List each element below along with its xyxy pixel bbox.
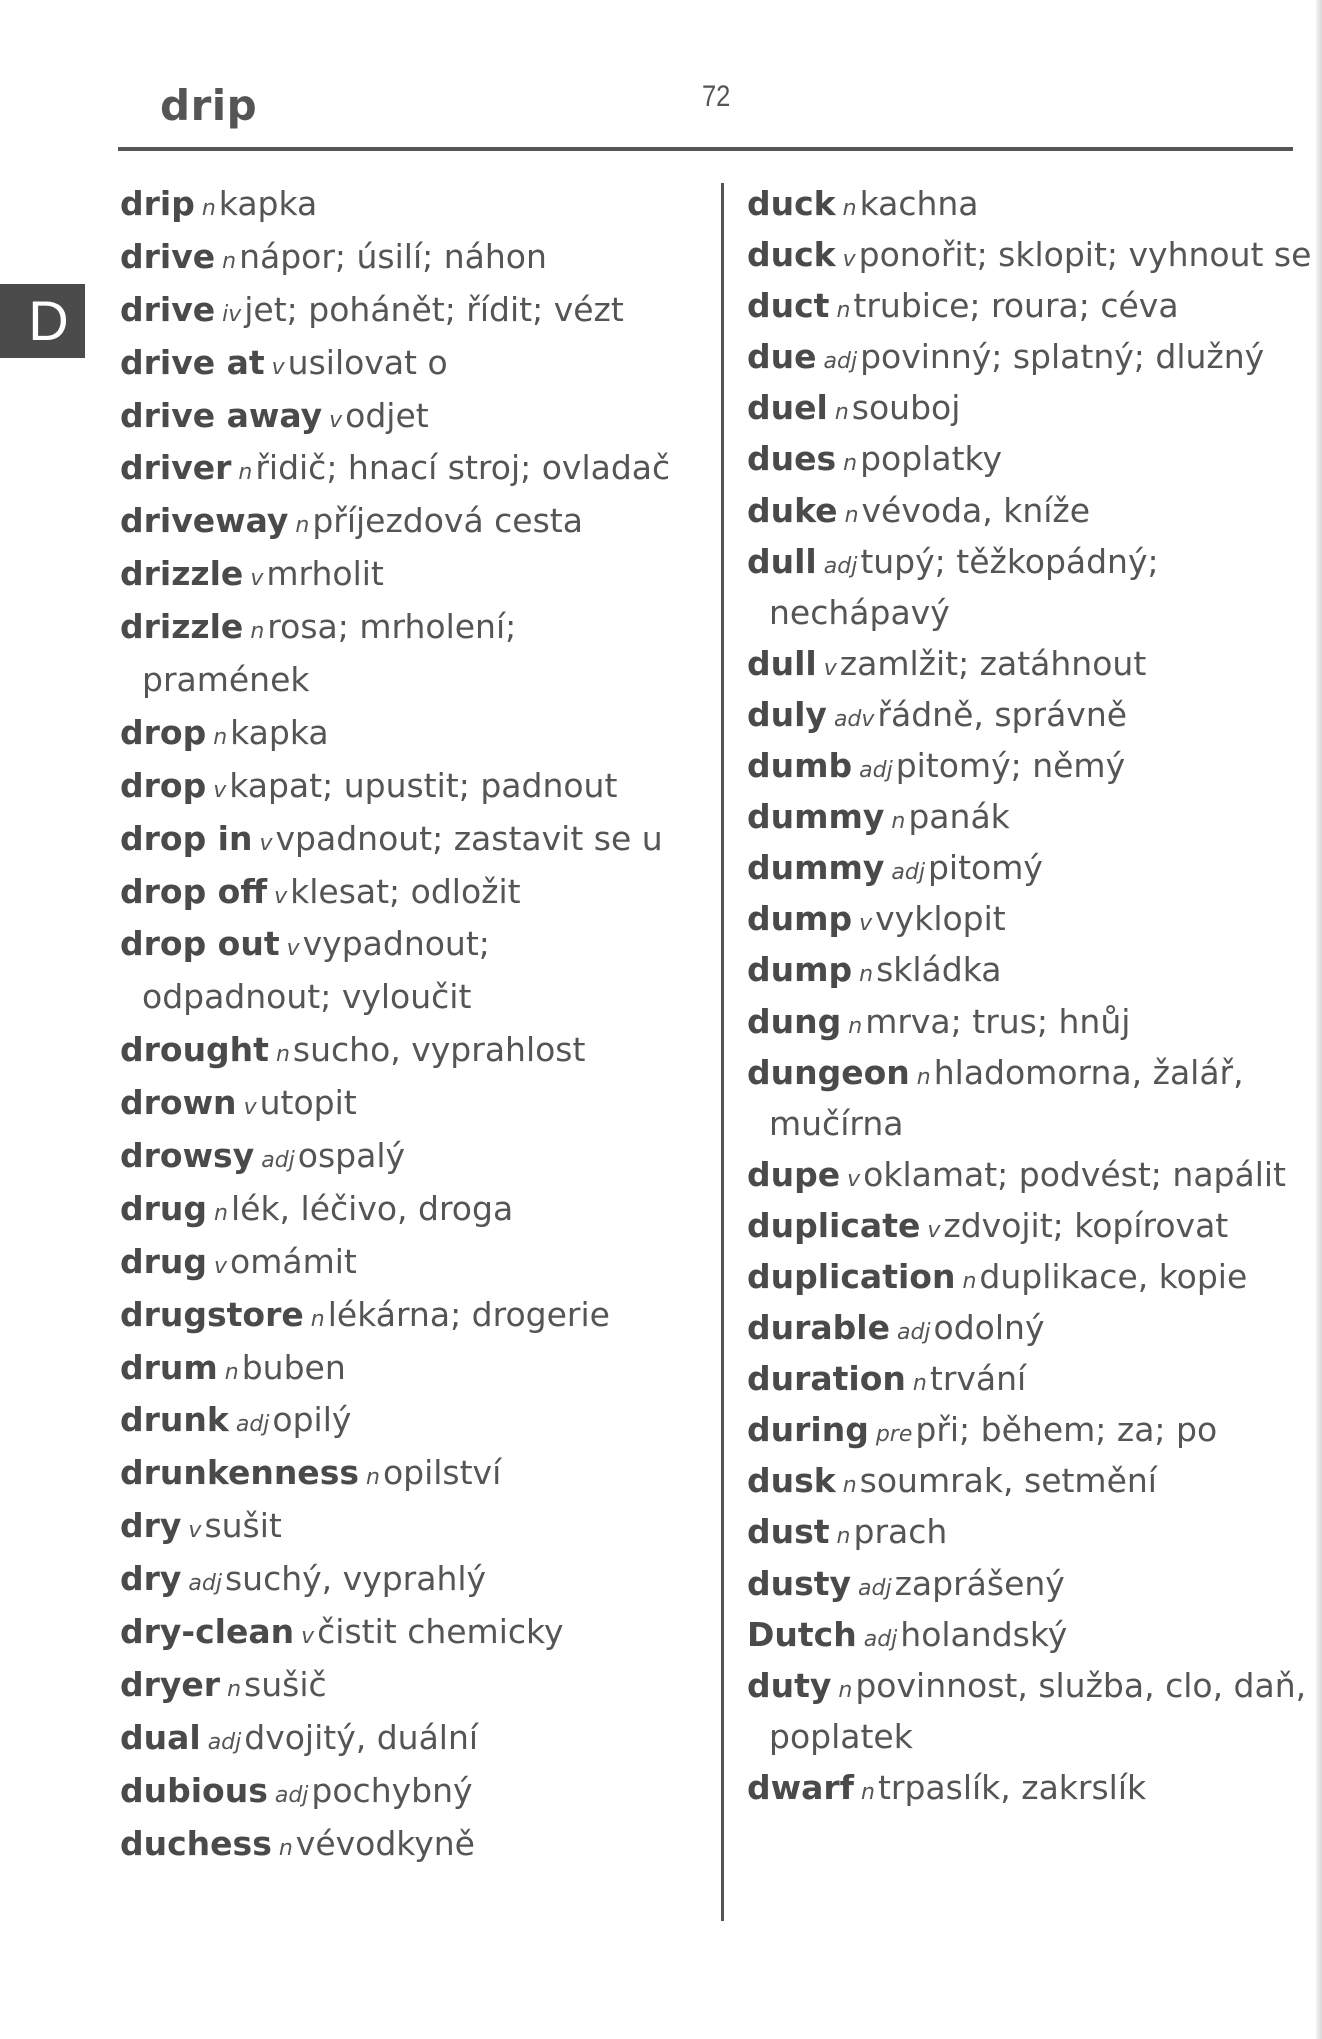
dictionary-entry — [120, 1818, 710, 1871]
headword: dryer — [120, 1664, 221, 1704]
dictionary-entry — [120, 442, 710, 495]
translation: pitomý — [927, 848, 1043, 888]
headword: dungeon — [747, 1052, 910, 1092]
part-of-speech: v — [271, 354, 285, 380]
translation-continuation: pramének — [142, 660, 310, 700]
dictionary-entry — [747, 638, 1317, 689]
headword: due — [747, 337, 817, 377]
part-of-speech: v — [927, 1217, 941, 1243]
right-column — [747, 178, 1317, 1813]
headword: driver — [120, 448, 232, 488]
headword: dump — [747, 899, 853, 939]
translation: ponořit; sklopit; vyhnout se — [858, 235, 1312, 275]
translation: lékárna; drogerie — [327, 1294, 610, 1334]
dictionary-entry — [120, 1659, 710, 1712]
headword: drop — [120, 765, 207, 805]
headword: dusk — [747, 1461, 836, 1501]
dictionary-entry — [120, 1500, 710, 1553]
headword: driveway — [120, 501, 289, 541]
translation: povinný; splatný; dlužný — [860, 337, 1265, 377]
part-of-speech: n — [201, 196, 216, 221]
dictionary-entry — [747, 740, 1317, 791]
part-of-speech: adj — [859, 758, 893, 784]
translation: čistit chemicky — [317, 1612, 564, 1652]
headword: drive away — [120, 395, 323, 435]
dictionary-entry — [120, 495, 710, 548]
running-head: drip — [160, 81, 258, 130]
dictionary-entry — [120, 1077, 710, 1130]
translation: klesat; odložit — [290, 871, 521, 911]
headword: drizzle — [120, 607, 244, 647]
translation: povinnost, služba, clo, daň, — [855, 1665, 1307, 1705]
dictionary-entry — [120, 1024, 710, 1077]
headword: drip — [120, 184, 195, 223]
part-of-speech: adj — [891, 860, 925, 886]
dictionary-entry — [747, 1302, 1317, 1353]
dictionary-entry — [120, 390, 710, 443]
headword: dump — [747, 950, 853, 990]
part-of-speech: adj — [896, 1320, 931, 1346]
headword: duck — [747, 235, 836, 275]
headword: dust — [747, 1512, 830, 1552]
part-of-speech: adj — [235, 1412, 270, 1438]
translation: usilovat o — [287, 342, 448, 382]
translation: ospalý — [297, 1136, 406, 1176]
headword: drive — [120, 236, 216, 276]
dictionary-entry — [120, 918, 710, 971]
translation: utopit — [259, 1083, 357, 1123]
dictionary-entry — [120, 1712, 710, 1765]
translation-continuation: odpadnout; vyloučit — [142, 977, 472, 1017]
translation: sušič — [244, 1664, 327, 1704]
part-of-speech: adj — [858, 1575, 892, 1601]
dictionary-entry — [747, 536, 1317, 587]
translation: opilství — [382, 1453, 502, 1493]
translation: zdvojit; kopírovat — [943, 1205, 1229, 1245]
headword: duct — [747, 286, 830, 326]
part-of-speech: n — [842, 196, 857, 221]
dictionary-entry — [747, 944, 1317, 995]
part-of-speech: v — [274, 883, 288, 909]
headword: drown — [120, 1083, 237, 1123]
part-of-speech: n — [227, 1676, 242, 1702]
part-of-speech: v — [250, 566, 264, 592]
thumb-tab-letter: D — [28, 289, 69, 352]
header-rule — [118, 147, 1293, 151]
translation: vyklopit — [875, 899, 1006, 939]
dictionary-entry — [120, 284, 710, 337]
translation: suchý, vyprahlý — [224, 1559, 487, 1599]
translation: vypadnout; — [302, 924, 490, 964]
part-of-speech: n — [250, 619, 265, 645]
part-of-speech: n — [916, 1064, 931, 1090]
thumb-index-tab — [0, 284, 85, 358]
part-of-speech: v — [823, 655, 837, 681]
part-of-speech: n — [859, 962, 874, 988]
headword: duel — [747, 388, 828, 428]
dictionary-entry — [747, 1251, 1317, 1302]
dictionary-entry — [747, 1149, 1317, 1200]
dictionary-entry — [120, 760, 710, 813]
entry-continuation — [747, 587, 1317, 638]
part-of-speech: v — [859, 911, 873, 937]
part-of-speech: n — [848, 1013, 863, 1039]
translation-continuation: nechápavý — [769, 592, 950, 632]
dictionary-entry — [747, 1404, 1317, 1455]
part-of-speech: n — [836, 1524, 851, 1550]
part-of-speech: v — [188, 1518, 202, 1544]
part-of-speech: v — [842, 247, 856, 273]
dictionary-entry — [747, 280, 1317, 331]
part-of-speech: adj — [823, 553, 858, 579]
headword: duke — [747, 490, 838, 530]
translation: odjet — [345, 395, 429, 435]
dictionary-entry — [120, 707, 710, 760]
headword: duty — [747, 1665, 832, 1705]
part-of-speech: adj — [207, 1729, 242, 1755]
dictionary-entry — [747, 689, 1317, 740]
entry-continuation — [120, 971, 710, 1024]
headword: dues — [747, 439, 837, 479]
translation: řidič; hnací stroj; ovladač — [255, 448, 671, 488]
headword: dumb — [747, 746, 853, 786]
dictionary-entry — [120, 601, 710, 654]
translation: nápor; úsilí; náhon — [239, 236, 547, 276]
dictionary-entry — [747, 331, 1317, 382]
headword: drunkenness — [120, 1453, 359, 1493]
part-of-speech: n — [962, 1268, 977, 1294]
translation: sušit — [204, 1506, 282, 1546]
dictionary-entry — [120, 1342, 710, 1395]
translation-continuation: poplatek — [769, 1716, 913, 1756]
part-of-speech: v — [301, 1624, 315, 1650]
headword: duck — [747, 184, 836, 223]
translation: soumrak, setmění — [859, 1461, 1157, 1501]
headword: dry — [120, 1559, 182, 1599]
dictionary-entry — [747, 791, 1317, 842]
part-of-speech: v — [213, 777, 227, 803]
translation: kapat; upustit; padnout — [229, 765, 618, 805]
dictionary-entry — [747, 1200, 1317, 1251]
headword: drive at — [120, 342, 265, 382]
part-of-speech: v — [847, 1166, 861, 1192]
translation: při; během; za; po — [915, 1410, 1218, 1450]
part-of-speech: n — [295, 513, 310, 539]
part-of-speech: n — [843, 451, 858, 477]
translation: pitomý; němý — [895, 746, 1126, 786]
translation: vpadnout; zastavit se u — [275, 818, 663, 858]
part-of-speech: adj — [274, 1782, 309, 1808]
dictionary-entry — [747, 1609, 1317, 1660]
headword: drug — [120, 1188, 208, 1228]
dictionary-entry — [120, 1447, 710, 1500]
dictionary-entry — [120, 813, 710, 866]
translation: kachna — [859, 184, 979, 223]
part-of-speech: adv — [833, 706, 875, 732]
headword: dry-clean — [120, 1612, 295, 1652]
left-column — [120, 178, 710, 1871]
headword: dummy — [747, 797, 885, 837]
dictionary-entry — [747, 1762, 1317, 1813]
headword: dusty — [747, 1563, 852, 1603]
part-of-speech: n — [214, 1200, 228, 1226]
headword: duplication — [747, 1256, 956, 1296]
headword: during — [747, 1410, 869, 1450]
dictionary-entry — [120, 1765, 710, 1818]
dictionary-entry — [747, 1455, 1317, 1506]
part-of-speech: n — [275, 1042, 290, 1068]
translation: příjezdová cesta — [312, 501, 583, 541]
translation: kapka — [230, 712, 329, 752]
dictionary-entry — [120, 1183, 710, 1236]
entry-continuation — [120, 654, 710, 707]
page-number: 72 — [702, 80, 731, 113]
translation: poplatky — [860, 439, 1002, 479]
translation: odolný — [933, 1308, 1045, 1348]
headword: dual — [120, 1717, 201, 1757]
headword: durable — [747, 1308, 890, 1348]
translation: zaprášený — [894, 1563, 1065, 1603]
part-of-speech: adj — [823, 349, 858, 375]
part-of-speech: v — [286, 936, 300, 962]
translation: trubice; roura; céva — [853, 286, 1179, 326]
translation: pochybný — [311, 1770, 473, 1810]
dictionary-entry — [747, 433, 1317, 484]
entry-continuation — [747, 1711, 1317, 1762]
headword: drive — [120, 289, 216, 329]
dictionary-entry — [120, 231, 710, 284]
translation: rosa; mrholení; — [267, 607, 517, 647]
translation: mrholit — [266, 554, 384, 594]
headword: dwarf — [747, 1767, 855, 1807]
dictionary-entry — [747, 382, 1317, 433]
headword: drop out — [120, 924, 280, 964]
dictionary-entry — [747, 842, 1317, 893]
headword: drugstore — [120, 1294, 304, 1334]
headword: drought — [120, 1030, 269, 1070]
headword: dummy — [747, 848, 885, 888]
translation: prach — [853, 1512, 948, 1552]
part-of-speech: v — [329, 407, 343, 433]
part-of-speech: adj — [188, 1571, 222, 1597]
translation: souboj — [851, 388, 961, 428]
headword: drum — [120, 1347, 218, 1387]
headword: dubious — [120, 1770, 268, 1810]
headword: duly — [747, 694, 827, 734]
part-of-speech: n — [834, 400, 849, 426]
dictionary-entry — [747, 1047, 1317, 1098]
dictionary-entry — [120, 1394, 710, 1447]
headword: drop off — [120, 871, 268, 911]
translation: tupý; těžkopádný; — [860, 541, 1159, 581]
translation: holandský — [900, 1614, 1068, 1654]
translation: kapka — [218, 184, 318, 223]
dictionary-entry — [747, 1558, 1317, 1609]
dictionary-entry — [120, 1553, 710, 1606]
column-divider — [721, 183, 724, 1921]
dictionary-entry — [747, 178, 1317, 229]
translation: vévodkyně — [295, 1823, 475, 1863]
translation: skládka — [876, 950, 1002, 990]
translation: panák — [908, 797, 1010, 837]
part-of-speech: n — [238, 460, 253, 486]
dictionary-entry — [120, 548, 710, 601]
headword: dung — [747, 1001, 842, 1041]
translation: oklamat; podvést; napálit — [863, 1154, 1287, 1194]
part-of-speech: n — [365, 1465, 380, 1491]
part-of-speech: adj — [863, 1626, 898, 1652]
part-of-speech: adj — [261, 1148, 295, 1174]
translation: řádně, správně — [877, 694, 1128, 734]
dictionary-entry — [747, 1353, 1317, 1404]
dictionary-entry — [747, 893, 1317, 944]
part-of-speech: v — [214, 1253, 228, 1279]
entry-continuation — [747, 1098, 1317, 1149]
translation-continuation: mučírna — [769, 1103, 904, 1143]
translation: sucho, vyprahlost — [292, 1030, 586, 1070]
translation: trpaslík, zakrslík — [877, 1767, 1147, 1807]
dictionary-entry — [747, 1506, 1317, 1557]
translation: duplikace, kopie — [979, 1256, 1248, 1296]
dictionary-entry — [747, 1660, 1317, 1711]
dictionary-entry — [747, 229, 1317, 280]
part-of-speech: n — [861, 1779, 875, 1805]
part-of-speech: pre — [875, 1422, 913, 1448]
dictionary-entry — [120, 337, 710, 390]
headword: duration — [747, 1359, 906, 1399]
translation: mrva; trus; hnůj — [865, 1001, 1131, 1041]
translation: hladomorna, žalář, — [933, 1052, 1244, 1092]
headword: drop — [120, 712, 207, 752]
translation: dvojitý, duální — [244, 1717, 479, 1757]
headword: dull — [747, 643, 817, 683]
headword: drowsy — [120, 1136, 255, 1176]
part-of-speech: v — [243, 1095, 257, 1121]
headword: drizzle — [120, 554, 244, 594]
part-of-speech: v — [259, 830, 273, 856]
dictionary-entry — [120, 178, 710, 231]
translation: zamlžit; zatáhnout — [839, 643, 1147, 683]
translation: trvání — [929, 1359, 1027, 1399]
headword: drug — [120, 1241, 208, 1281]
part-of-speech: n — [836, 298, 851, 324]
headword: Dutch — [747, 1614, 857, 1654]
translation: buben — [241, 1347, 346, 1387]
part-of-speech: n — [844, 502, 859, 528]
headword: dry — [120, 1506, 182, 1546]
dictionary-entry — [120, 1130, 710, 1183]
translation: lék, léčivo, droga — [230, 1188, 514, 1228]
part-of-speech: n — [278, 1835, 293, 1861]
part-of-speech: n — [310, 1306, 325, 1332]
headword: drop in — [120, 818, 253, 858]
translation: opilý — [272, 1400, 352, 1440]
headword: dupe — [747, 1154, 841, 1194]
part-of-speech: iv — [222, 301, 242, 327]
headword: drunk — [120, 1400, 229, 1440]
part-of-speech: n — [838, 1677, 853, 1703]
dictionary-entry — [747, 485, 1317, 536]
dictionary-entry — [747, 996, 1317, 1047]
part-of-speech: n — [912, 1371, 927, 1397]
headword: dull — [747, 541, 817, 581]
part-of-speech: n — [842, 1473, 857, 1499]
dictionary-entry — [120, 866, 710, 919]
translation: vévoda, kníže — [861, 490, 1091, 530]
part-of-speech: n — [213, 724, 228, 750]
headword: duplicate — [747, 1205, 921, 1245]
dictionary-entry — [120, 1289, 710, 1342]
translation: jet; pohánět; řídit; vézt — [244, 289, 624, 329]
headword: duchess — [120, 1823, 272, 1863]
part-of-speech: n — [891, 809, 906, 835]
translation: omámit — [230, 1241, 357, 1281]
dictionary-entry — [120, 1606, 710, 1659]
part-of-speech: n — [222, 248, 237, 274]
part-of-speech: n — [224, 1359, 239, 1385]
dictionary-entry — [120, 1236, 710, 1289]
